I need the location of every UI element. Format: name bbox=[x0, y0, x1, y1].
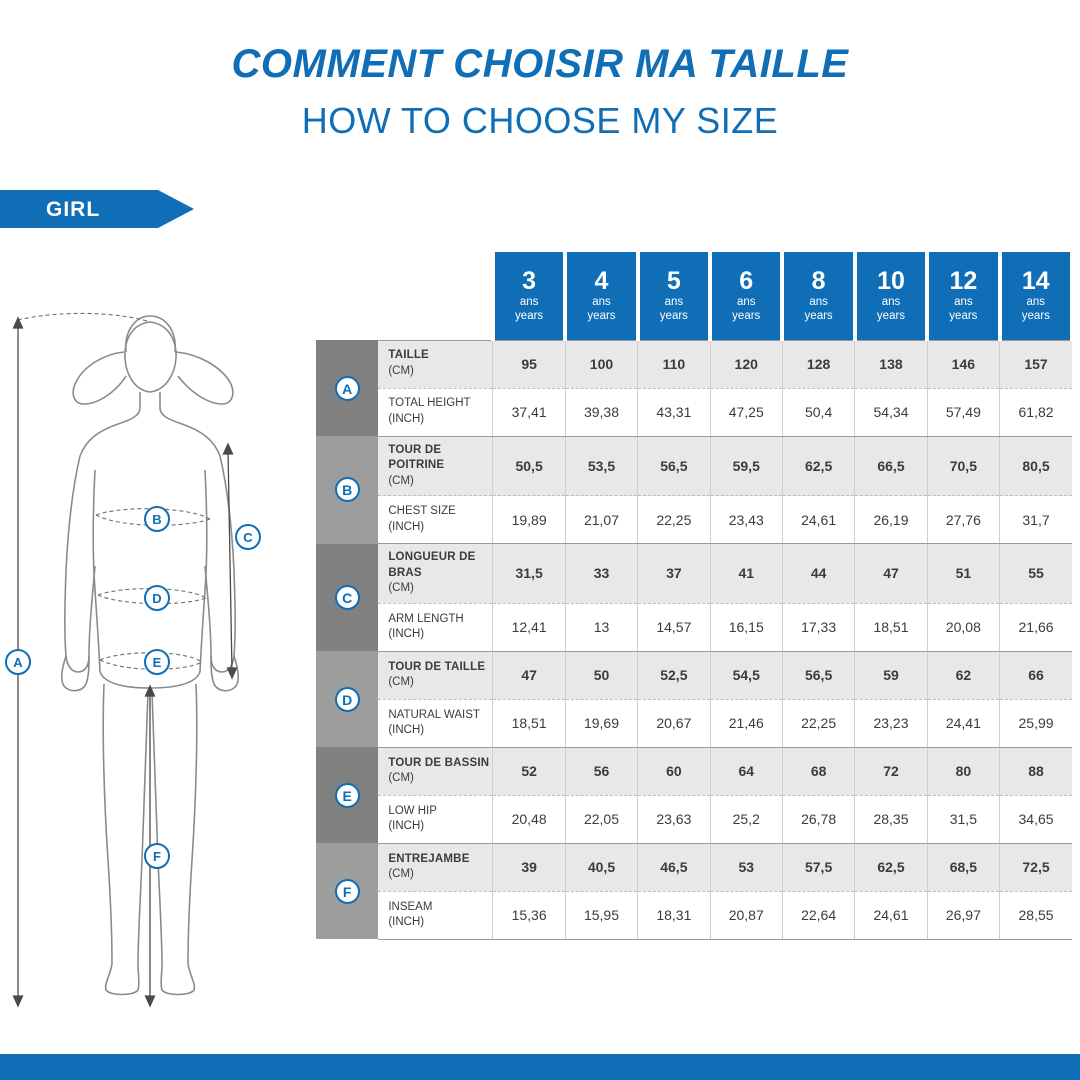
cell-value: 138 bbox=[855, 340, 927, 388]
cell-value: 56,5 bbox=[782, 651, 854, 699]
size-header-8 bbox=[782, 252, 854, 340]
cell-value: 128 bbox=[782, 340, 854, 388]
cell-value: 62 bbox=[927, 651, 999, 699]
cell-value: 68,5 bbox=[927, 843, 999, 891]
size-header-number: 4 bbox=[594, 267, 609, 296]
cell-value: 146 bbox=[927, 340, 999, 388]
cell-value: 40,5 bbox=[565, 843, 637, 891]
cell-value: 56 bbox=[565, 747, 637, 795]
measure-letter-f bbox=[316, 843, 378, 939]
row-label-unit: (CM) bbox=[388, 582, 414, 595]
banner-arrow-shape bbox=[158, 190, 194, 228]
cell-value: 37,41 bbox=[493, 388, 565, 436]
size-header-unit-en: years bbox=[515, 309, 544, 322]
measure-letter-e bbox=[316, 747, 378, 843]
size-header-number: 14 bbox=[1021, 267, 1050, 296]
cell-value: 62,5 bbox=[855, 843, 927, 891]
cell-value: 56,5 bbox=[638, 436, 710, 496]
cell-value: 88 bbox=[1000, 747, 1072, 795]
cell-value: 52 bbox=[493, 747, 565, 795]
cell-value: 47,25 bbox=[710, 388, 782, 436]
table-row bbox=[316, 699, 1072, 747]
size-header-3 bbox=[493, 252, 565, 340]
cell-value: 26,19 bbox=[855, 496, 927, 544]
cell-value: 60 bbox=[638, 747, 710, 795]
row-label-unit: (CM) bbox=[388, 868, 414, 881]
table-header-row bbox=[316, 252, 1072, 340]
cell-value: 28,55 bbox=[1000, 891, 1072, 939]
row-label-tour-de-taille bbox=[378, 651, 493, 699]
cell-value: 17,33 bbox=[782, 603, 854, 651]
girl-figure-svg bbox=[0, 300, 320, 1020]
table-row bbox=[316, 795, 1072, 843]
size-header-unit-fr: ans bbox=[954, 295, 973, 308]
cell-value: 44 bbox=[782, 544, 854, 604]
cell-value: 43,31 bbox=[638, 388, 710, 436]
cell-value: 24,61 bbox=[782, 496, 854, 544]
cell-value: 157 bbox=[1000, 340, 1072, 388]
cell-value: 22,64 bbox=[782, 891, 854, 939]
cell-value: 24,61 bbox=[855, 891, 927, 939]
cell-value: 50 bbox=[565, 651, 637, 699]
size-header-number: 8 bbox=[811, 267, 826, 296]
table-row bbox=[316, 544, 1072, 604]
row-label-unit: (INCH) bbox=[388, 916, 425, 929]
size-header-unit-fr: ans bbox=[809, 295, 828, 308]
cell-value: 26,97 bbox=[927, 891, 999, 939]
size-header-unit-en: years bbox=[659, 309, 688, 322]
cell-value: 50,4 bbox=[782, 388, 854, 436]
cell-value: 24,41 bbox=[927, 699, 999, 747]
row-label-total-height bbox=[378, 388, 493, 436]
cell-value: 23,63 bbox=[638, 795, 710, 843]
header-corner-letter bbox=[316, 252, 378, 340]
size-header-unit-fr: ans bbox=[881, 295, 901, 308]
size-header-10 bbox=[855, 252, 927, 340]
row-label-unit: (INCH) bbox=[388, 520, 425, 533]
cell-value: 80,5 bbox=[1000, 436, 1072, 496]
cell-value: 57,49 bbox=[927, 388, 999, 436]
svg-text:B: B bbox=[152, 512, 162, 527]
row-label-main: LONGUEUR DE BRAS bbox=[388, 551, 476, 579]
svg-text:D: D bbox=[152, 591, 162, 606]
cell-value: 28,35 bbox=[855, 795, 927, 843]
size-header-12 bbox=[927, 252, 999, 340]
footer-bar bbox=[0, 1054, 1080, 1080]
size-header-unit-en: years bbox=[949, 309, 978, 322]
category-label: GIRL bbox=[46, 198, 101, 221]
cell-value: 15,95 bbox=[565, 891, 637, 939]
size-header-6 bbox=[710, 252, 782, 340]
cell-value: 18,51 bbox=[855, 603, 927, 651]
size-header-14 bbox=[1000, 252, 1072, 340]
banner-white-fill bbox=[194, 190, 1080, 228]
cell-value: 80 bbox=[927, 747, 999, 795]
row-label-main: LOW HIP bbox=[388, 804, 437, 817]
size-header-number: 6 bbox=[739, 267, 754, 296]
cell-value: 15,36 bbox=[493, 891, 565, 939]
cell-value: 54,34 bbox=[855, 388, 927, 436]
size-header-number: 5 bbox=[666, 267, 681, 296]
cell-value: 16,15 bbox=[710, 603, 782, 651]
cell-value: 21,66 bbox=[1000, 603, 1072, 651]
row-label-main: TOUR DE POITRINE bbox=[388, 443, 445, 472]
size-header-unit-fr: ans bbox=[664, 295, 684, 308]
size-table-wrapper bbox=[316, 252, 1074, 940]
row-label-inseam bbox=[378, 891, 493, 939]
cell-value: 52,5 bbox=[638, 651, 710, 699]
measure-letter-a bbox=[316, 340, 378, 436]
row-label-tour-de-bassin bbox=[378, 747, 493, 795]
cell-value: 47 bbox=[493, 651, 565, 699]
row-label-longueur-de-bras bbox=[378, 544, 493, 604]
measure-letter-c bbox=[316, 544, 378, 652]
letter-badge: D bbox=[335, 687, 360, 712]
table-row bbox=[316, 496, 1072, 544]
size-header-unit-fr: ans bbox=[1026, 295, 1046, 308]
cell-value: 13 bbox=[565, 603, 637, 651]
row-label-main: ENTREJAMBE bbox=[388, 852, 470, 865]
cell-value: 59 bbox=[855, 651, 927, 699]
size-header-unit-en: years bbox=[732, 309, 761, 322]
row-label-main: CHEST SIZE bbox=[388, 505, 456, 518]
size-header-unit-fr: ans bbox=[736, 295, 756, 308]
row-label-main: TOUR DE BASSIN bbox=[388, 756, 490, 769]
letter-badge: E bbox=[335, 783, 360, 808]
cell-value: 100 bbox=[565, 340, 637, 388]
cell-value: 23,23 bbox=[855, 699, 927, 747]
row-label-main: NATURAL WAIST bbox=[388, 708, 480, 721]
cell-value: 41 bbox=[710, 544, 782, 604]
cell-value: 47 bbox=[855, 544, 927, 604]
cell-value: 55 bbox=[1000, 544, 1072, 604]
size-header-unit-en: years bbox=[804, 309, 833, 322]
cell-value: 21,46 bbox=[710, 699, 782, 747]
cell-value: 57,5 bbox=[782, 843, 854, 891]
svg-text:A: A bbox=[13, 655, 23, 670]
cell-value: 33 bbox=[565, 544, 637, 604]
row-label-main: INSEAM bbox=[388, 900, 433, 913]
size-header-number: 12 bbox=[949, 267, 978, 296]
cell-value: 18,51 bbox=[493, 699, 565, 747]
row-label-unit: (INCH) bbox=[388, 724, 425, 737]
cell-value: 39 bbox=[493, 843, 565, 891]
size-header-4 bbox=[565, 252, 637, 340]
cell-value: 23,43 bbox=[710, 496, 782, 544]
cell-value: 22,25 bbox=[782, 699, 854, 747]
cell-value: 19,89 bbox=[493, 496, 565, 544]
table-row bbox=[316, 436, 1072, 496]
cell-value: 59,5 bbox=[710, 436, 782, 496]
cell-value: 66 bbox=[1000, 651, 1072, 699]
cell-value: 21,07 bbox=[565, 496, 637, 544]
cell-value: 120 bbox=[710, 340, 782, 388]
cell-value: 50,5 bbox=[493, 436, 565, 496]
cell-value: 20,87 bbox=[710, 891, 782, 939]
cell-value: 72 bbox=[855, 747, 927, 795]
cell-value: 26,78 bbox=[782, 795, 854, 843]
cell-value: 61,82 bbox=[1000, 388, 1072, 436]
svg-text:C: C bbox=[243, 530, 253, 545]
letter-badge: B bbox=[335, 477, 360, 502]
table-row bbox=[316, 388, 1072, 436]
cell-value: 72,5 bbox=[1000, 843, 1072, 891]
row-label-unit: (INCH) bbox=[388, 820, 425, 833]
body-measurement-figure bbox=[0, 300, 320, 1020]
row-label-unit: (INCH) bbox=[388, 413, 425, 425]
cell-value: 20,48 bbox=[493, 795, 565, 843]
row-label-unit: (CM) bbox=[388, 676, 414, 689]
cell-value: 68 bbox=[782, 747, 854, 795]
cell-value: 46,5 bbox=[638, 843, 710, 891]
cell-value: 19,69 bbox=[565, 699, 637, 747]
letter-badge: A bbox=[335, 376, 360, 401]
table-row bbox=[316, 603, 1072, 651]
size-header-unit-fr: ans bbox=[519, 295, 539, 308]
cell-value: 25,2 bbox=[710, 795, 782, 843]
row-label-entrejambe bbox=[378, 843, 493, 891]
cell-value: 62,5 bbox=[782, 436, 854, 496]
cell-value: 53,5 bbox=[565, 436, 637, 496]
size-header-number: 10 bbox=[877, 267, 905, 296]
letter-badge: F bbox=[335, 879, 360, 904]
cell-value: 64 bbox=[710, 747, 782, 795]
row-label-arm-length bbox=[378, 603, 493, 651]
size-header-unit-fr: ans bbox=[592, 295, 611, 308]
page-title-en: HOW TO CHOOSE MY SIZE bbox=[301, 100, 779, 141]
cell-value: 14,57 bbox=[638, 603, 710, 651]
row-label-main: TOTAL HEIGHT bbox=[388, 397, 471, 410]
row-label-low-hip bbox=[378, 795, 493, 843]
cell-value: 31,5 bbox=[927, 795, 999, 843]
size-header-unit-en: years bbox=[876, 309, 906, 322]
letter-badge: C bbox=[335, 585, 360, 610]
cell-value: 51 bbox=[927, 544, 999, 604]
cell-value: 70,5 bbox=[927, 436, 999, 496]
row-label-main: TOUR DE TAILLE bbox=[388, 660, 486, 673]
row-label-unit: (CM) bbox=[388, 365, 414, 377]
row-label-main: ARM LENGTH bbox=[388, 612, 464, 625]
cell-value: 54,5 bbox=[710, 651, 782, 699]
table-row bbox=[316, 651, 1072, 699]
cell-value: 95 bbox=[493, 340, 565, 388]
cell-value: 53 bbox=[710, 843, 782, 891]
svg-text:F: F bbox=[153, 849, 161, 864]
table-row bbox=[316, 747, 1072, 795]
cell-value: 110 bbox=[638, 340, 710, 388]
table-row bbox=[316, 891, 1072, 939]
header-corner-label bbox=[378, 252, 493, 340]
size-header-5 bbox=[638, 252, 710, 340]
page-title-fr: COMMENT CHOISIR MA TAILLE bbox=[231, 42, 849, 86]
cell-value: 12,41 bbox=[493, 603, 565, 651]
size-header-unit-en: years bbox=[1021, 309, 1050, 322]
cell-value: 31,5 bbox=[493, 544, 565, 604]
cell-value: 37 bbox=[638, 544, 710, 604]
cell-value: 22,25 bbox=[638, 496, 710, 544]
cell-value: 20,67 bbox=[638, 699, 710, 747]
cell-value: 27,76 bbox=[927, 496, 999, 544]
cell-value: 22,05 bbox=[565, 795, 637, 843]
row-label-natural-waist bbox=[378, 699, 493, 747]
cell-value: 31,7 bbox=[1000, 496, 1072, 544]
measure-letter-d bbox=[316, 651, 378, 747]
cell-value: 25,99 bbox=[1000, 699, 1072, 747]
cell-value: 20,08 bbox=[927, 603, 999, 651]
size-header-unit-en: years bbox=[587, 309, 616, 322]
row-label-unit: (INCH) bbox=[388, 628, 425, 641]
svg-text:E: E bbox=[152, 655, 162, 670]
row-label-chest-size bbox=[378, 496, 493, 544]
row-label-taille bbox=[378, 340, 493, 388]
table-row bbox=[316, 340, 1072, 388]
table-row bbox=[316, 843, 1072, 891]
cell-value: 66,5 bbox=[855, 436, 927, 496]
cell-value: 18,31 bbox=[638, 891, 710, 939]
cell-value: 34,65 bbox=[1000, 795, 1072, 843]
row-label-tour-de-poitrine bbox=[378, 436, 493, 496]
size-header-number: 3 bbox=[522, 267, 537, 296]
measure-letter-b bbox=[316, 436, 378, 544]
row-label-unit: (CM) bbox=[388, 474, 414, 487]
size-table bbox=[316, 252, 1074, 940]
cell-value: 39,38 bbox=[565, 388, 637, 436]
row-label-unit: (CM) bbox=[388, 772, 414, 785]
row-label-main: TAILLE bbox=[388, 349, 429, 362]
